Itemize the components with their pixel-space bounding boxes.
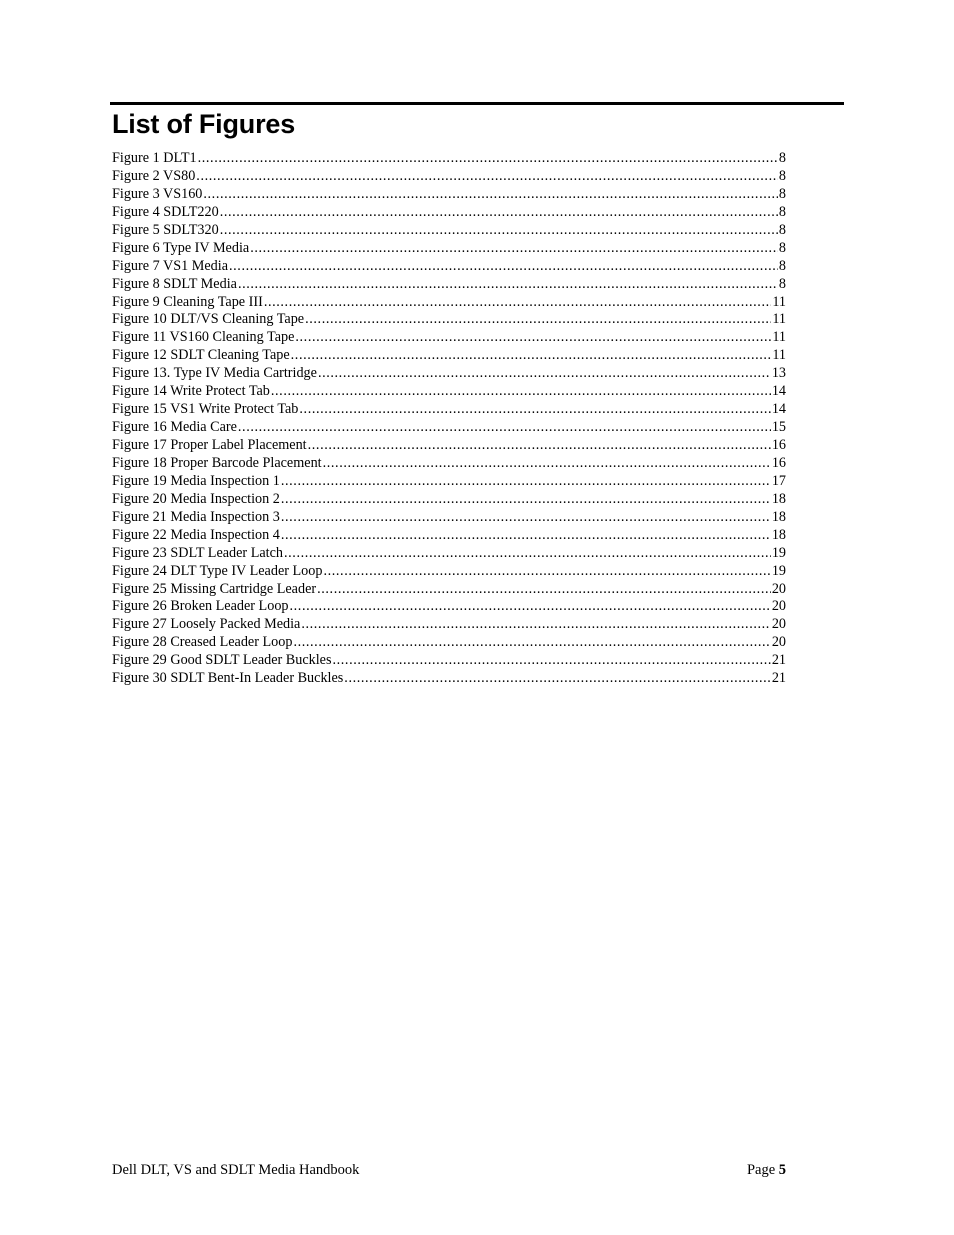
toc-entry[interactable] — [112, 294, 786, 312]
toc-entry-page: 15 — [771, 419, 786, 436]
toc-entry-page: 8 — [778, 239, 786, 256]
toc-entry-page: 20 — [771, 580, 786, 597]
toc-entry-title: Figure 21 Media Inspection 3 — [112, 508, 280, 525]
page-title: List of Figures — [112, 109, 296, 139]
toc-entry[interactable] — [112, 258, 786, 276]
toc-entry-page: 8 — [778, 221, 786, 238]
dot-leader — [238, 419, 771, 437]
dot-leader — [264, 294, 772, 312]
footer-page-indicator — [747, 1160, 786, 1180]
toc-entry-title: Figure 20 Media Inspection 2 — [112, 490, 280, 507]
dot-leader — [290, 598, 771, 616]
toc-entry-page: 8 — [778, 150, 786, 166]
toc-entry-page: 19 — [771, 562, 786, 579]
toc-entry-page: 20 — [771, 616, 786, 633]
toc-entry[interactable] — [112, 545, 786, 563]
toc-entry[interactable] — [112, 581, 786, 599]
toc-entry-title: Figure 13. Type IV Media Cartridge — [112, 365, 317, 382]
toc-entry-title: Figure 23 SDLT Leader Latch — [112, 544, 283, 561]
dot-leader — [332, 652, 770, 670]
toc-entry[interactable] — [112, 401, 786, 419]
dot-leader — [301, 616, 770, 634]
toc-entry[interactable] — [112, 634, 786, 652]
toc-entry[interactable] — [112, 168, 786, 186]
dot-leader — [299, 401, 770, 419]
toc-entry-page: 21 — [771, 670, 786, 687]
toc-entry[interactable] — [112, 670, 786, 688]
toc-entry-title: Figure 17 Proper Label Placement — [112, 437, 307, 453]
dot-leader — [291, 347, 772, 365]
dot-leader — [323, 563, 770, 581]
dot-leader — [229, 258, 778, 276]
toc-entry-page: 8 — [778, 257, 786, 274]
toc-entry-title: Figure 2 VS80 — [112, 167, 196, 184]
toc-entry[interactable] — [112, 473, 786, 491]
dot-leader — [203, 186, 778, 204]
toc-entry-title: Figure 4 SDLT220 — [112, 203, 219, 220]
toc-entry-title: Figure 22 Media Inspection 4 — [112, 526, 280, 543]
toc-entry-page: 16 — [771, 454, 786, 471]
toc-entry[interactable] — [112, 222, 786, 240]
toc-entry-title: Figure 5 SDLT320 — [112, 221, 219, 238]
toc-entry-title: Figure 15 VS1 Write Protect Tab — [112, 401, 299, 418]
toc-entry-title: Figure 3 VS160 — [112, 185, 203, 202]
toc-entry-title: Figure 1 DLT1 — [112, 150, 197, 166]
toc-entry-page: 8 — [778, 275, 786, 292]
toc-entry[interactable] — [112, 347, 786, 365]
dot-leader — [196, 168, 778, 186]
footer-page-number: 5 — [778, 1162, 786, 1178]
dot-leader — [323, 455, 771, 473]
toc-entry-title: Figure 16 Media Care — [112, 419, 237, 436]
dot-leader — [220, 204, 778, 222]
toc-entry[interactable] — [112, 598, 786, 616]
dot-leader — [281, 491, 771, 509]
dot-leader — [344, 670, 771, 688]
dot-leader — [308, 437, 771, 455]
toc-entry-title: Figure 28 Creased Leader Loop — [112, 634, 293, 651]
toc-entry[interactable] — [112, 150, 786, 168]
toc-entry-page: 16 — [771, 437, 786, 453]
toc-entry-title: Figure 24 DLT Type IV Leader Loop — [112, 562, 323, 579]
toc-entry-page: 19 — [771, 544, 786, 561]
dot-leader — [295, 329, 771, 347]
toc-entry[interactable] — [112, 527, 786, 545]
toc-entry[interactable] — [112, 652, 786, 670]
toc-entry-page: 18 — [771, 508, 786, 525]
dot-leader — [281, 509, 771, 527]
dot-leader — [281, 473, 771, 491]
toc-entry-page: 8 — [778, 203, 786, 220]
toc-entry-title: Figure 25 Missing Cartridge Leader — [112, 580, 317, 597]
toc-entry-page: 14 — [771, 383, 786, 400]
toc-entry-page: 21 — [771, 652, 786, 669]
toc-entry[interactable] — [112, 276, 786, 294]
toc-entry-title: Figure 7 VS1 Media — [112, 257, 228, 274]
toc-entry-title: Figure 10 DLT/VS Cleaning Tape — [112, 311, 305, 328]
dot-leader — [284, 545, 771, 563]
toc-entry-page: 14 — [771, 401, 786, 418]
toc-entry-page: 11 — [772, 311, 786, 328]
toc-entry-title: Figure 18 Proper Barcode Placement — [112, 454, 322, 471]
toc-entry-title: Figure 12 SDLT Cleaning Tape — [112, 347, 290, 364]
toc-entry-page: 8 — [778, 167, 786, 184]
toc-entry-page: 17 — [771, 472, 786, 489]
toc-entry-page: 11 — [772, 347, 786, 364]
dot-leader — [250, 240, 778, 258]
toc-entry-title: Figure 26 Broken Leader Loop — [112, 598, 289, 615]
toc-entry-page: 18 — [771, 526, 786, 543]
toc-entry[interactable] — [112, 365, 786, 383]
toc-entry-title: Figure 29 Good SDLT Leader Buckles — [112, 652, 332, 669]
toc-entry[interactable] — [112, 437, 786, 455]
toc-entry[interactable] — [112, 491, 786, 509]
list-of-figures — [112, 150, 786, 688]
toc-entry[interactable] — [112, 419, 786, 437]
dot-leader — [317, 581, 771, 599]
toc-entry[interactable] — [112, 204, 786, 222]
toc-entry-title: Figure 30 SDLT Bent-In Leader Buckles — [112, 670, 344, 687]
toc-entry[interactable] — [112, 329, 786, 347]
dot-leader — [318, 365, 771, 383]
dot-leader — [293, 634, 770, 652]
toc-entry-page: 20 — [771, 634, 786, 651]
heading-rule — [110, 102, 844, 105]
toc-entry-page: 20 — [771, 598, 786, 615]
toc-entry-page: 18 — [771, 490, 786, 507]
dot-leader — [305, 311, 771, 329]
toc-entry-page: 11 — [772, 293, 786, 310]
dot-leader — [198, 150, 778, 168]
toc-entry-title: Figure 9 Cleaning Tape III — [112, 293, 263, 310]
toc-entry[interactable] — [112, 455, 786, 473]
dot-leader — [238, 276, 778, 294]
toc-entry[interactable] — [112, 311, 786, 329]
toc-entry-title: Figure 11 VS160 Cleaning Tape — [112, 329, 295, 346]
page-footer — [112, 1160, 786, 1180]
toc-entry[interactable] — [112, 383, 786, 401]
toc-entry-page: 8 — [778, 185, 786, 202]
dot-leader — [271, 383, 771, 401]
toc-entry[interactable] — [112, 509, 786, 527]
footer-page-label: Page — [746, 1162, 776, 1178]
toc-entry[interactable] — [112, 616, 786, 634]
toc-entry[interactable] — [112, 563, 786, 581]
toc-entry[interactable] — [112, 186, 786, 204]
toc-entry-page: 13 — [771, 365, 786, 382]
toc-entry-title: Figure 8 SDLT Media — [112, 275, 237, 292]
toc-entry-page: 11 — [772, 329, 786, 346]
toc-entry-title: Figure 14 Write Protect Tab — [112, 383, 270, 400]
dot-leader — [281, 527, 771, 545]
toc-entry-title: Figure 27 Loosely Packed Media — [112, 616, 301, 633]
toc-entry[interactable] — [112, 240, 786, 258]
toc-entry-title: Figure 19 Media Inspection 1 — [112, 472, 280, 489]
footer-document-title: Dell DLT, VS and SDLT Media Handbook — [112, 1162, 360, 1178]
dot-leader — [220, 222, 778, 240]
toc-entry-title: Figure 6 Type IV Media — [112, 239, 250, 256]
